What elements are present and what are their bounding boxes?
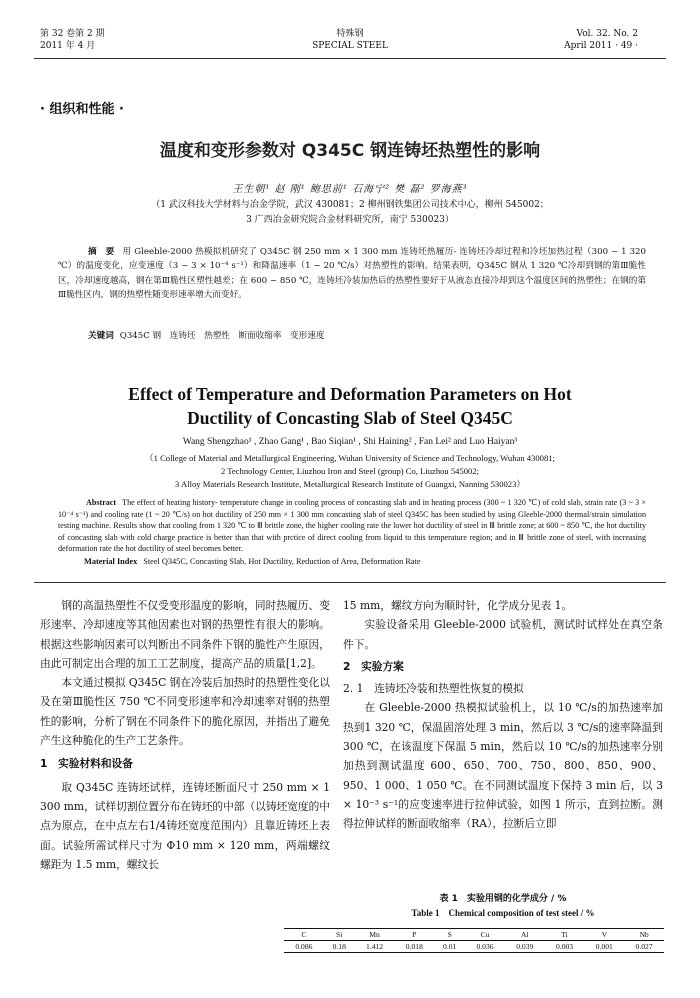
table-cell: 0.039	[516, 942, 534, 951]
section-heading-1: 1 实验材料和设备	[40, 757, 133, 771]
volume-issue: 第 32 卷第 2 期	[40, 29, 105, 39]
table-cell: 0.036	[476, 942, 494, 951]
table-cell: 1.412	[366, 942, 384, 951]
table-header-row	[284, 929, 664, 941]
journal-volume-en	[564, 28, 638, 52]
chemical-composition-table	[284, 928, 664, 953]
table-header-cell: Cu	[480, 930, 490, 939]
material-index	[84, 557, 421, 566]
table-header-cell: Nb	[639, 930, 649, 939]
affiliation-cn-1: （1 武汉科技大学材料与冶金学院，武汉 430081；2 柳州钢铁集团公司技术中心，柳州 545002；	[151, 200, 549, 210]
section-heading-2-1: 2. 1 连铸坯冷装和热塑性恢复的模拟	[343, 682, 524, 696]
table-header-cell: Si	[336, 930, 343, 939]
authors-en: Wang Shengzhao¹ , Zhao Gang¹ , Bao Siqian¹ , Shi Haining² , Fan Lei² and Luo Haiyan³	[182, 437, 518, 447]
title-en-line1: Effect of Temperature and Deformation Parameters on Hot	[128, 384, 572, 404]
affiliation-en-2: 2 Technology Center, Liuzhou Iron and Steel (group) Co, Liuzhou 545002;	[220, 466, 480, 476]
table-cell: 0.003	[556, 942, 574, 951]
table-header-cell: Ti	[561, 930, 568, 939]
abstract-en-label: Abstract	[86, 498, 117, 507]
table-header-cell: Al	[520, 930, 529, 939]
table-cell: 0.018	[405, 942, 423, 951]
affiliation-cn-2: 3 广西冶金研究院合金材料研究所，南宁 530023）	[246, 215, 454, 225]
authors-cn: 王生朝¹ 赵 刚¹ 鲍思前¹ 石海宁² 樊 磊² 罗海燕³	[232, 184, 468, 195]
table-cell: 0.086	[295, 942, 313, 951]
table-header-cell: V	[601, 930, 608, 939]
table-header-cell: Mn	[369, 930, 380, 939]
title-cn: 温度和变形参数对 Q345C 钢连铸坯热塑性的影响	[159, 141, 541, 161]
table-cell: 0.01	[443, 942, 457, 951]
abstract-cn	[58, 245, 646, 302]
materials-paragraph-cont: 15 mm，螺纹方向为顺时针，化学成分见表 1。	[343, 599, 573, 612]
method-paragraph: 在 Gleeble-2000 热模拟试验机上，以 10 ℃/s的加热速率加热到1 320 ℃，保温固溶处理 3 min，然后以 3 ℃/s的速率降温到 300 ℃，在该温度下保温 5 min，然后以 10 ℃/s的加热速率分别加热到测试温度 600、650、700、750、800、850、900、950、1 000、1 050 ℃。在不同测试温度下保持 3 min 后，以 3 × 10⁻³ s⁻¹的应变速率进行拉伸试验，如图 1 所示，直到拉断。测得拉伸试样的断面收缩率（RA），拉断后立即	[343, 701, 663, 831]
table-header-cell: S	[447, 930, 452, 939]
table-row	[284, 941, 664, 953]
body-left-column	[40, 596, 330, 874]
issue-date: 2011 年 4 月	[40, 41, 96, 51]
keywords-cn-label: 关键词	[88, 331, 114, 341]
volume-issue-en: Vol. 32. No. 2	[576, 29, 638, 39]
affiliation-en-3: 3 Alloy Materials Research Institute, Metallurgical Research Institute of Guangxi, Nanning 530023）	[175, 479, 525, 489]
keywords-cn-text: Q345C 钢 连铸坯 热塑性 断面收缩率 变形速度	[119, 331, 325, 341]
journal-name-cn: 特殊钢	[336, 29, 364, 39]
table-caption-cn: 表 1 实验用钢的化学成分 / %	[439, 894, 567, 904]
table-cell: 0.001	[595, 942, 613, 951]
title-en	[0, 382, 700, 430]
intro-paragraph-1: 钢的高温热塑性不仅受变形温度的影响，同时热履历、变形速率、冷却速度等其他因素也对钢的热塑性有很大的影响。根据这些影响因素可以判断出不同条件下钢的脆性产生原因，由此可制定出合理的加工工艺制度，提高产品的质量[1,2]。	[40, 599, 330, 670]
section-tag: · 组织和性能 ·	[40, 102, 124, 117]
material-index-text: Steel Q345C, Concasting Slab, Hot Ductility, Reduction of Area, Deformation Rate	[143, 557, 421, 566]
equipment-paragraph: 实验设备采用 Gleeble-2000 试验机，测试时试样处在真空条件下。	[343, 618, 663, 651]
abstract-en	[58, 497, 646, 555]
header-rule	[34, 58, 666, 59]
page-number: April 2011 · 49 ·	[564, 41, 638, 51]
abstract-cn-text: 用 Gleeble-2000 热模拟机研究了 Q345C 钢 250 mm × 1 300 mm 连铸坯热履历- 连铸坯冷却过程和冷坯加热过程（300 ~ 1 320 ℃）的温度变化，应变速度（3 ~ 3 × 10⁻⁴ s⁻¹）和降温速率（1 ~ 20 ℃/s）对热塑性的影响。结果表明，Q345C 钢从 1 320 ℃冷却到钢的第Ⅲ脆性区，冷却速度越高，钢在第Ⅲ脆性区塑性越差；在 600 ~ 850 ℃，连铸坯冷装加热后的热塑性要好于从液态直接冷却到这个温度区间的热塑性；在钢的第Ⅲ脆性区内，钢的热塑性随变形速率增大而变好。	[58, 247, 646, 300]
title-en-line2: Ductility of Concasting Slab of Steel Q345C	[187, 408, 513, 428]
table-header-cell: C	[301, 930, 307, 939]
abstract-rule	[34, 582, 666, 583]
table-cell: 0.18	[332, 942, 346, 951]
body-right-column	[343, 596, 663, 834]
abstract-en-text: The effect of heating history- temperature change in cooling process of concasting slab and in heating process (300 ~ 1 320 ℃) of cold slab, strain rate (3 ~ 3 × 10⁻⁴ s⁻¹) and cooling rate (1 ~ 20 ℃/s) on hot ductility of 250 mm × 1 300 mm concasting slab of steel Q345C has been studied by using Gleeble-2000 thermal/strain simulation testing machine. Results show that cooling from 1 320 ℃ to Ⅲ brittle zone, the higher cooling rate the lower hot ductility of steel in Ⅲ brittle zone; at 600 ~ 850 ℃, the hot ductility of concasting slab with cold charge practice is better than that with prctice of direct cooling from liquid to this temperature region; and in Ⅲ brittle zone of steel, with increasing deformation rate the hot ductility of steel becomes better.	[58, 498, 646, 554]
table-caption-en: Table 1 Chemical composition of test steel / %	[411, 908, 595, 918]
journal-name-en: SPECIAL STEEL	[312, 41, 388, 51]
table-cell: 0.027	[635, 942, 653, 951]
table-header-cell: P	[412, 930, 417, 939]
affiliation-en-1: （1 College of Material and Metallurgical Engineering, Wuhan University of Science and Technology, Wuhan 430081;	[145, 453, 555, 463]
intro-paragraph-2: 本文通过模拟 Q345C 钢在冷装后加热时的热塑性变化以及在第Ⅲ脆性区 750 ℃不同变形速率和冷却速率对钢的热塑性的影响，分析了钢在不同条件下的脆化原因，并指出了避免产生这种脆化的生产工艺条件。	[40, 676, 330, 748]
material-index-label: Material Index	[84, 557, 138, 566]
materials-paragraph: 取 Q345C 连铸坯试样，连铸坯断面尺寸 250 mm × 1 300 mm，试样切割位置分布在铸坯的中部（以铸坯宽度的中点为原点，在中点左右1/4铸坯宽度范围内）且靠近铸坯上表面。试验所需试样尺寸为 Φ10 mm × 120 mm，两端螺纹螺距为 1.5 mm，螺纹长	[40, 780, 330, 871]
keywords-cn	[88, 329, 324, 341]
abstract-cn-label: 摘 要	[88, 247, 115, 257]
section-heading-2: 2 实验方案	[343, 659, 404, 673]
